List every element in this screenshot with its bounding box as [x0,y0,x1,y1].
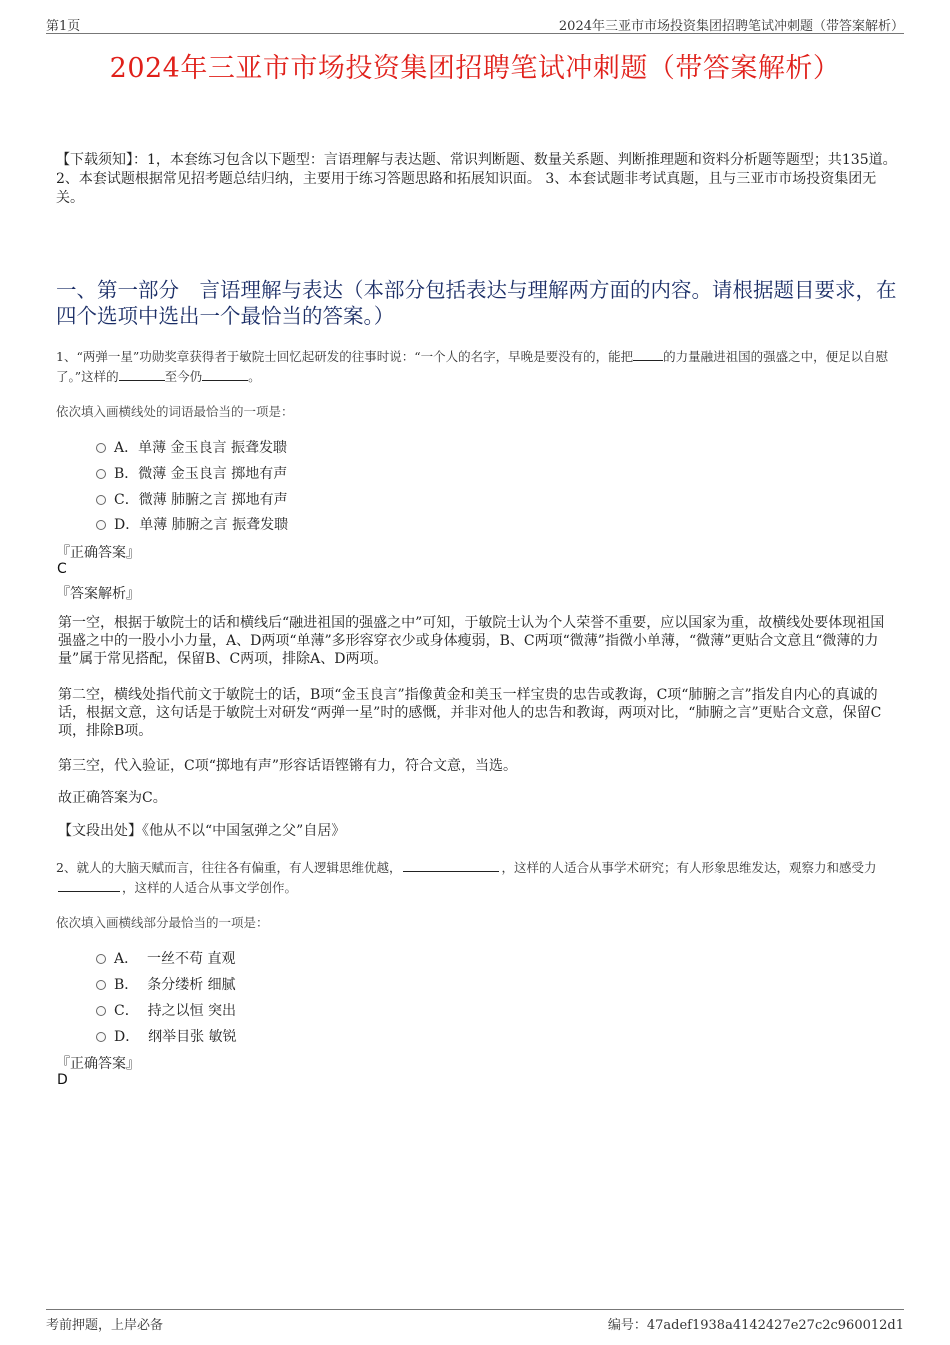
section-title: 一、第一部分 言语理解与表达（本部分包括表达与理解两方面的内容。请根据题目要求，在四个选项中选出一个最恰当的答案。） [56,278,897,328]
blank-2 [58,879,120,892]
q1-option-c[interactable]: C．微薄 肺腑之言 掷地有声 [96,489,288,509]
download-notice: 【下载须知】：1，本套练习包含以下题型：言语理解与表达题、常识判断题、数量关系题、判断推理题和资料分析题等题型；共135道。 2、本套试题根据常见招考题总结归纳，主要用于练习答题思路和拓展知识面。 3、本套试题非考试真题，且与三亚市市场投资集团无关。 [56,152,897,206]
question-1-stem: 1、“两弹一星”功勋奖章获得者于敏院士回忆起研发的往事时说：“一个人的名字，早晚是要没有的，能把 的力量融进祖国的强盛之中，便足以自慰了。”这样的 至今仍 。 [56,349,889,384]
q1-answer: C [57,561,67,577]
q1-source: 【文段出处】《他从不以“中国氢弹之父”自居》 [58,823,346,839]
q1-option-b[interactable]: B．微薄 金玉良言 掷地有声 [96,463,287,483]
blank-1 [633,348,663,361]
q1-option-a[interactable]: A．单薄 金玉良言 振聋发聩 [96,437,287,457]
q1-analysis-label: 『答案解析』 [56,586,140,602]
footer-serial: 编号：47adef1938a4142427e27c2c960012d1 [607,1318,904,1333]
page-header [46,13,904,34]
q2-option-a[interactable]: A． 一丝不苟 直观 [96,948,235,968]
footer-slogan: 考前押题，上岸必备 [46,1318,164,1333]
radio-icon[interactable] [96,954,106,964]
q2-option-c[interactable]: C． 持之以恒 突出 [96,1000,236,1020]
radio-icon[interactable] [96,980,106,990]
q1-analysis-para-2: 第二空，横线处指代前文于敏院士的话，B项“金玉良言”指像黄金和美玉一样宝贵的忠告或教诲，C项“肺腑之言”指发自内心的真诚的话，根据文意，这句话是于敏院士对研发“两弹一星”时的感慨，并非对他人的忠告和教诲，两项对比，“肺腑之言”更贴合文意，保留C项，排除B项。 [58,687,882,739]
radio-icon[interactable] [96,1032,106,1042]
radio-icon[interactable] [96,1006,106,1016]
question-2-hint: 依次填入画横线部分最恰当的一项是： [56,915,269,930]
question-1-hint: 依次填入画横线处的词语最恰当的一项是： [56,404,294,419]
q1-analysis-para-4: 故正确答案为C。 [58,790,167,806]
q1-analysis-para-3: 第三空，代入验证，C项“掷地有声”形容话语铿锵有力，符合文意，当选。 [58,758,518,774]
question-2-stem: 2、就人的大脑天赋而言，往往各有偏重，有人逻辑思维优越， ，这样的人适合从事学术研究；有人形象思维发达，观察力和感受力，这样的人适合从事文学创作。 [56,860,877,895]
radio-icon[interactable] [96,443,106,453]
blank-3 [202,368,248,381]
q2-option-b[interactable]: B． 条分缕析 细腻 [96,974,236,994]
q2-answer: D [57,1072,68,1088]
page-title: 2024年三亚市市场投资集团招聘笔试冲刺题（带答案解析） [109,53,841,84]
blank-2 [119,368,165,381]
q1-analysis-para-1: 第一空，根据于敏院士的话和横线后“融进祖国的强盛之中”可知，于敏院士认为个人荣誉不重要，应以国家为重，故横线处要体现祖国强盛之中的一股小小力量，A、D两项“单薄”多形容穿衣少或身体瘦弱，B、C两项“微薄”指微小单薄，“微薄”更贴合文意且“微薄的力量”属于常见搭配，保留B、C两项，排除A、D两项。 [58,615,885,667]
page-number: 第1页 [46,19,81,34]
page-footer [46,1309,904,1334]
header-doc-title: 2024年三亚市市场投资集团招聘笔试冲刺题（带答案解析） [558,19,904,34]
radio-icon[interactable] [96,520,106,530]
q1-option-d[interactable]: D．单薄 肺腑之言 振聋发聩 [96,514,288,534]
blank-1 [403,859,499,872]
q2-option-d[interactable]: D． 纲举目张 敏锐 [96,1026,237,1046]
radio-icon[interactable] [96,469,106,479]
radio-icon[interactable] [96,495,106,505]
q2-answer-label: 『正确答案』 [56,1056,140,1072]
q1-answer-label: 『正确答案』 [56,545,140,561]
